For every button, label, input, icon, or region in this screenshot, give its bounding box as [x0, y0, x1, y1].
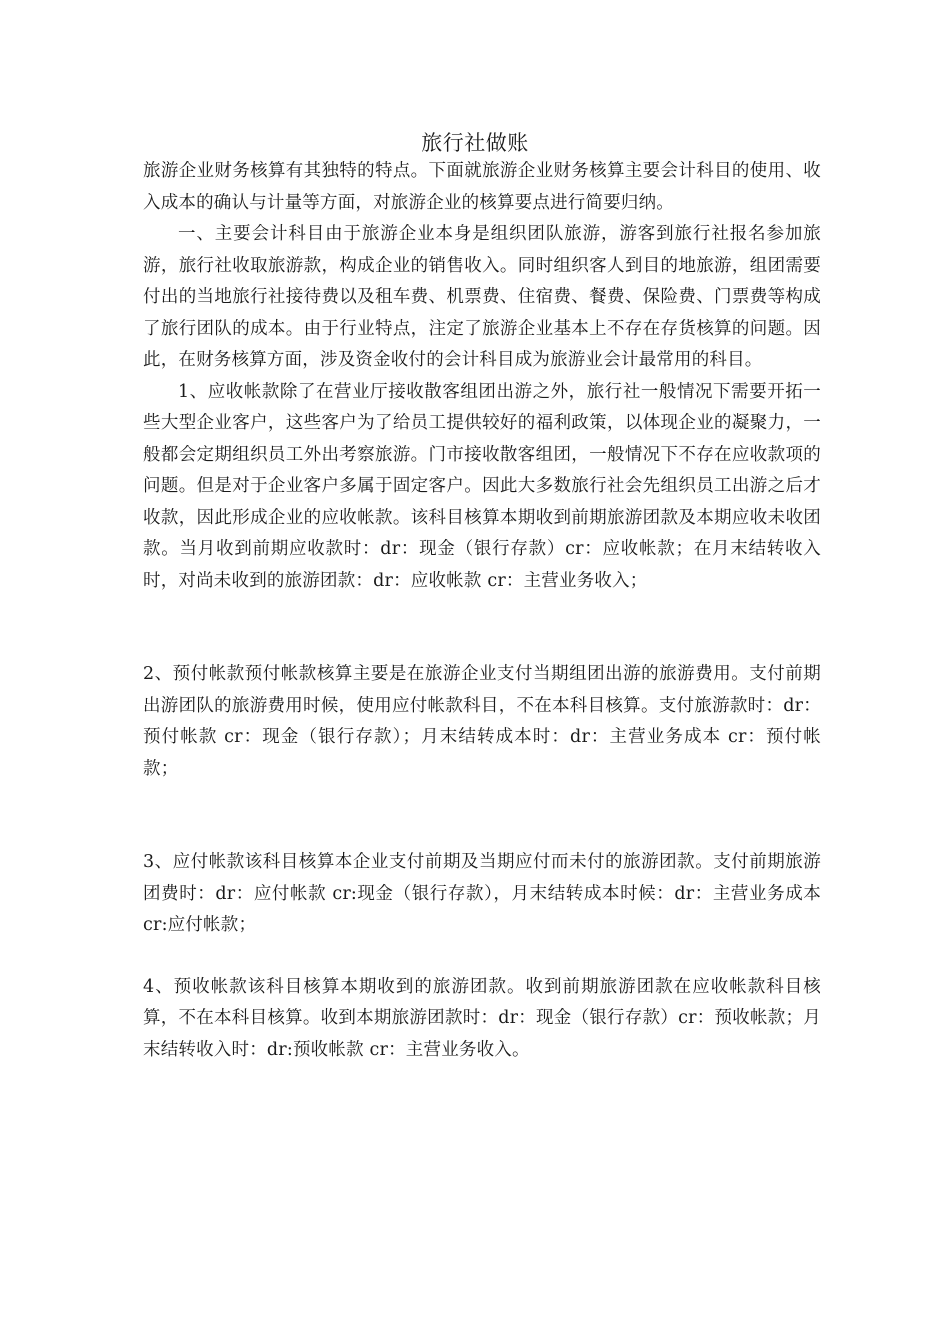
document-body: [143, 156, 821, 1066]
paragraph-spacer: [143, 597, 821, 659]
prepayments-paragraph: 2、预付帐款预付帐款核算主要是在旅游企业支付当期组团出游的旅游费用。支付前期出游团队的旅游费用时候，使用应付帐款科目，不在本科目核算。支付旅游款时：dr：预付帐款 cr：现金（银行存款）；月末结转成本时：dr：主营业务成本 cr：预付帐款；: [143, 664, 821, 779]
paragraph-spacer: [143, 942, 821, 972]
intro-paragraph: 旅游企业财务核算有其独特的特点。下面就旅游企业财务核算主要会计科目的使用、收入成本的确认与计量等方面，对旅游企业的核算要点进行简要归纳。: [143, 161, 821, 213]
paragraph-spacer: [143, 785, 821, 847]
document-title: 旅行社做账: [421, 131, 529, 155]
advance-receipts-paragraph: 4、预收帐款该科目核算本期收到的旅游团款。收到前期旅游团款在应收帐款科目核算，不在本科目核算。收到本期旅游团款时：dr：现金（银行存款）cr：预收帐款；月末结转收入时：dr:预收帐款 cr：主营业务收入。: [143, 976, 821, 1060]
accounts-receivable-paragraph: 1、应收帐款除了在营业厅接收散客组团出游之外，旅行社一般情况下需要开拓一些大型企业客户，这些客户为了给员工提供较好的福利政策，以体现企业的凝聚力，一般都会定期组织员工外出考察旅游。门市接收散客组团，一般情况下不存在应收款项的问题。但是对于企业客户多属于固定客户。因此大多数旅行社会先组织员工出游之后才收款，因此形成企业的应收帐款。该科目核算本期收到前期旅游团款及本期应收未收团款。当月收到前期应收款时：dr：现金（银行存款）cr：应收帐款；在月末结转收入时，对尚未收到的旅游团款：dr：应收帐款 cr：主营业务收入；: [143, 381, 821, 591]
section-one-paragraph: 一、主要会计科目由于旅游企业本身是组织团队旅游，游客到旅行社报名参加旅游，旅行社收取旅游款，构成企业的销售收入。同时组织客人到目的地旅游，组团需要付出的当地旅行社接待费以及租车费、机票费、住宿费、餐费、保险费、门票费等构成了旅行团队的成本。由于行业特点，注定了旅游企业基本上不存在存货核算的问题。因此，在财务核算方面，涉及资金收付的会计科目成为旅游业会计最常用的科目。: [143, 224, 821, 370]
accounts-payable-paragraph: 3、应付帐款该科目核算本企业支付前期及当期应付而未付的旅游团款。支付前期旅游团费时：dr：应付帐款 cr:现金（银行存款），月末结转成本时候：dr：主营业务成本 cr:应付帐款；: [143, 852, 821, 935]
